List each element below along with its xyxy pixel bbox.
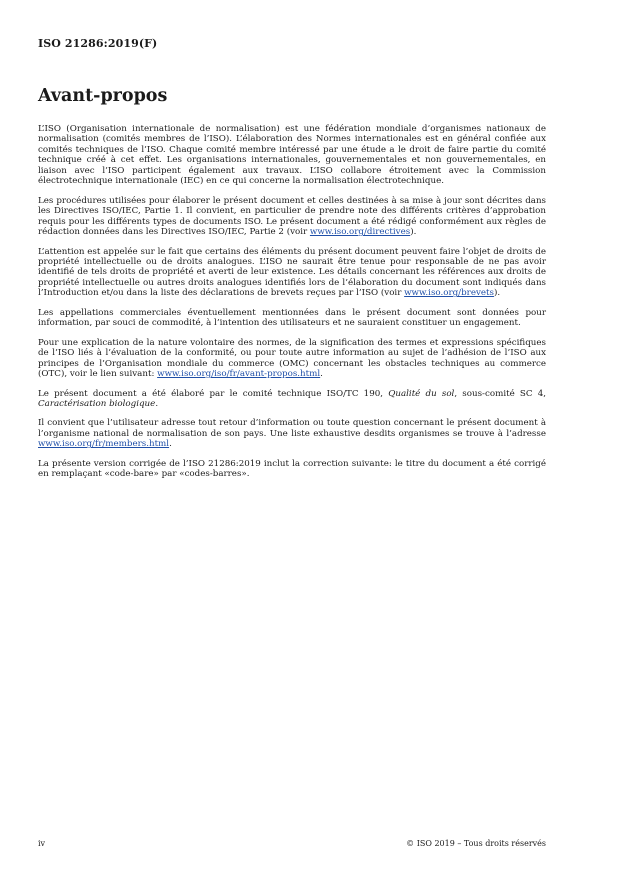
paragraph-text-end: ). <box>410 227 417 238</box>
directives-link[interactable]: www.iso.org/directives <box>309 227 411 238</box>
paragraph-text: Le présent document a été élaboré par le comité technique ISO/TC 190, <box>38 388 389 399</box>
page-header: ISO 21286:2019(F) <box>38 37 158 50</box>
page-number: iv <box>38 839 46 848</box>
paragraph-iso-intro: L’ISO (Organisation internationale de normalisation) est une fédération mondiale d’organismes nationaux de normalisation (comités membres de l’ISO). L’élaboration des Normes internationales est en général confiée aux comités techniques de l’ISO. Chaque comité membre intéressé par une étude a le droit de faire partie du comité technique créé à cet effet. Les organisations internationales, gouvernementales et non gouvernementales, en liaison avec l’ISO participent également aux travaux. L’ISO collabore étroitement avec la Commission électrotechnique internationale (IEC) en ce qui concerne la normalisation électrotechnique. <box>38 124 546 187</box>
document-body <box>38 124 546 489</box>
paragraph-patents <box>38 247 546 299</box>
paragraph-text: , sous-comité SC 4, <box>454 388 547 399</box>
paragraph-text-end: . <box>155 398 159 409</box>
paragraph-text: L’attention est appelée sur le fait que certains des éléments du présent document peuvent faire l’objet de droits de propriété intellectuelle ou de droits analogues. L’ISO ne saurait être tenue pour responsable de ne pas avoir identifié de tels droits de propriété et averti de leur existence. Les détails concernant les références aux droits de propriété intellectuelle ou autres droits analogues identifiés lors de l’élaboration du document sont indiqués dans l’Introduction et/ou dans la liste des déclarations de brevets reçues par l’ISO (voir <box>38 246 546 299</box>
copyright-notice: © ISO 2019 – Tous droits réservés <box>406 839 546 848</box>
paragraph-text: Les procédures utilisées pour élaborer le présent document et celles destinées à sa mise à jour sont décrites dans les Directives ISO/IEC, Partie 1. Il convient, en particulier de prendre note des différents critères d’approbation requis pour les différents types de documents ISO. Le présent document a été rédigé conformément aux règles de rédaction données dans les Directives ISO/IEC, Partie 2 (voir <box>38 195 546 238</box>
paragraph-text-end: . <box>320 369 323 380</box>
subcommittee-title: Caractérisation biologique <box>38 398 156 409</box>
paragraph-correction: La présente version corrigée de l’ISO 21286:2019 inclut la correction suivante: le titre du document a été corrigé en remplaçant «code-bare» par «codes-barres». <box>38 458 546 480</box>
foreword-link[interactable]: www.iso.org/iso/fr/avant-propos.html <box>157 369 321 380</box>
paragraph-text-end: . <box>169 439 172 450</box>
patents-link[interactable]: www.iso.org/brevets <box>404 288 494 299</box>
paragraph-trade-names: Les appellations commerciales éventuellement mentionnées dans le présent document sont données pour information, par souci de commodité, à l’intention des utilisateurs et ne sauraient constituer un engagement. <box>38 307 546 329</box>
paragraph-procedures <box>38 196 546 238</box>
paragraph-committee <box>38 389 546 410</box>
paragraph-voluntary-nature <box>38 338 546 380</box>
paragraph-text: Il convient que l’utilisateur adresse tout retour d’information ou toute question concernant le présent document à l’organisme national de normalisation de son pays. Une liste exhaustive desdits organismes se trouve à l’adresse <box>38 418 546 439</box>
page-title: Avant-propos <box>38 86 168 106</box>
members-link[interactable]: www.iso.org/fr/members.html <box>38 439 170 450</box>
paragraph-feedback <box>38 418 546 449</box>
paragraph-text-end: ). <box>493 288 501 299</box>
committee-title: Qualité du sol <box>388 388 455 399</box>
paragraph-text: Pour une explication de la nature volontaire des normes, de la signification des termes et expressions spécifiques de l’ISO liés à l’évaluation de la conformité, ou pour toute autre information au sujet de l’adhésion de l’ISO aux principes de l’Organisation mondiale du commerce (OMC) concernant les obstacles techniques au commerce (OTC), voir le lien suivant: <box>38 337 546 380</box>
